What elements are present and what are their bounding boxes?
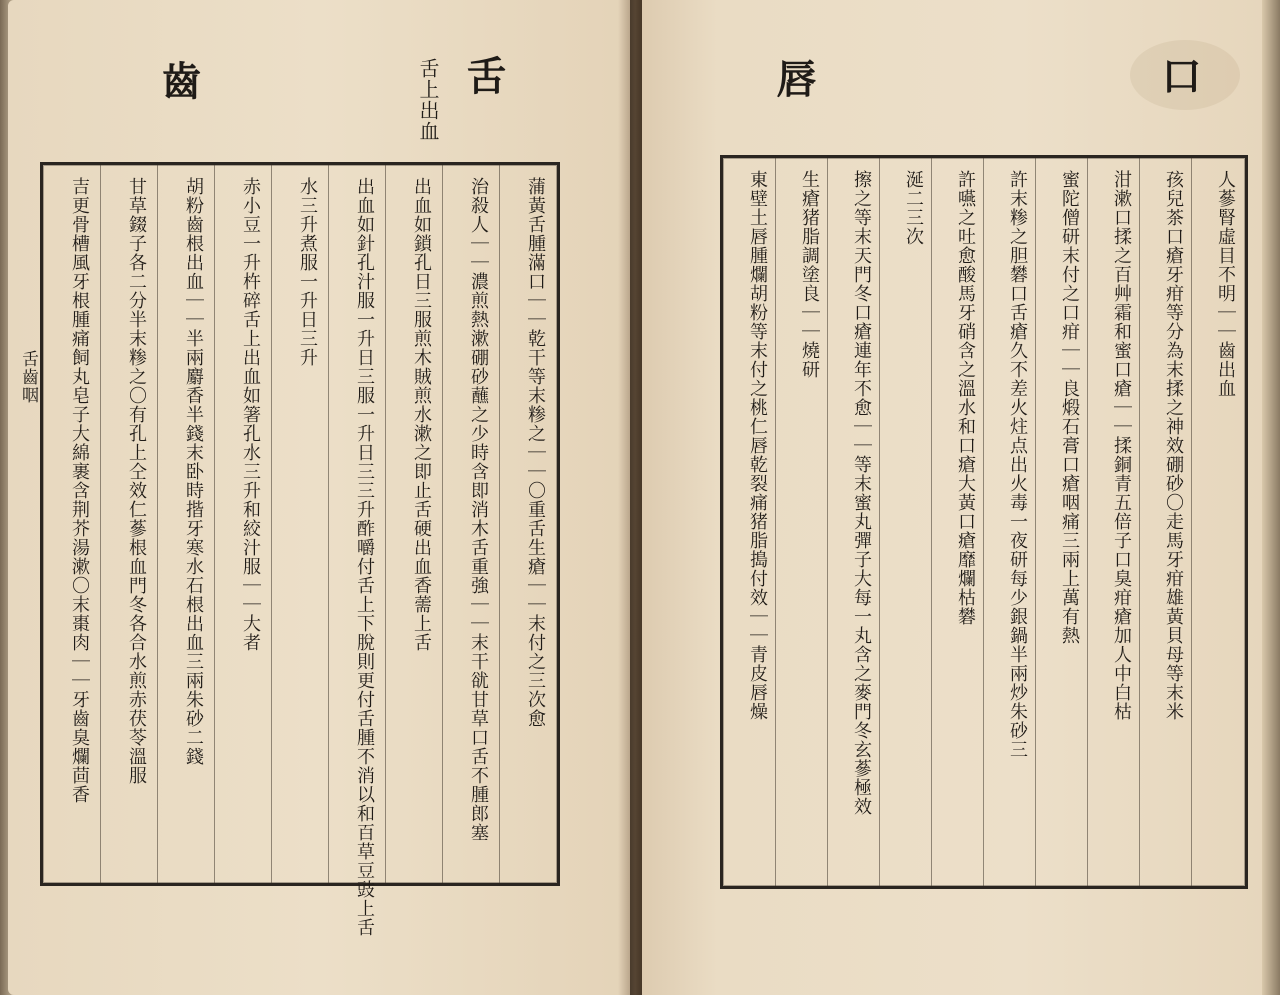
- text-column: 人蔘腎虛目不明｜｜齒出血: [1215, 170, 1236, 398]
- heading-teeth: 齒: [155, 60, 202, 101]
- text-column: 許末糁之胆礬口舌瘡久不差火炷点出火毒一夜研每少銀鍋半兩炒朱砂三: [1007, 170, 1028, 759]
- column-rule: [328, 165, 329, 883]
- text-column: 涎二三次: [903, 170, 924, 246]
- heading-tongue: 舌: [460, 55, 507, 96]
- column-rule: [442, 165, 443, 883]
- text-column: 胡粉齒根出血｜｜半兩麝香半錢末卧時揩牙寒水石根出血三兩朱砂二錢: [183, 177, 204, 766]
- book-edge-right: [1262, 0, 1280, 995]
- text-column: 治殺人｜｜濃煎熱漱硼砂蘸之少時含即消木舌重強｜｜末干㞃甘草口舌不腫郎塞: [468, 177, 489, 842]
- text-column: 出血如針孔汁服一升日三服一升日三三升酢嚼付舌上下脫則更付舌腫不消以和百草豆豉上舌: [354, 177, 375, 937]
- heading-mouth: 口: [1155, 55, 1202, 96]
- column-rule: [931, 158, 932, 886]
- text-column: 泔漱口揉之百艸霜和蜜口瘡｜｜揉銅青五倍子口臭疳瘡加人中白枯: [1111, 170, 1132, 721]
- column-rule: [827, 158, 828, 886]
- text-column: 吉更骨槽風牙根腫痛飼丸皂子大綿裹含荆芥湯漱〇末棗肉｜｜牙齒臭爛茴香: [69, 177, 90, 804]
- column-rule: [775, 158, 776, 886]
- column-rule: [100, 165, 101, 883]
- column-rule: [1087, 158, 1088, 886]
- column-rule: [385, 165, 386, 883]
- column-rule: [879, 158, 880, 886]
- text-column: 許嚥之吐愈酸馬牙硝含之溫水和口瘡大黃口瘡靡爛枯礬: [955, 170, 976, 626]
- text-column: 孩兒茶口瘡牙疳等分為末揉之神效硼砂〇走馬牙疳雄黃貝母等末米: [1163, 170, 1184, 721]
- column-rule: [157, 165, 158, 883]
- heading-lips: 唇: [770, 58, 817, 99]
- text-column: 赤小豆一升杵碎舌上出血如箸孔水三升和絞汁服｜｜大者: [240, 177, 261, 652]
- text-column: 擦之等末天門冬口瘡連年不愈｜｜等末蜜丸彈子大每一丸含之麥門冬玄蔘極效: [851, 170, 872, 816]
- right-text-frame: [720, 155, 1248, 889]
- column-rule: [983, 158, 984, 886]
- column-rule: [1035, 158, 1036, 886]
- column-rule: [1139, 158, 1140, 886]
- text-column: 東壁土唇腫爛胡粉等末付之桃仁唇乾裂痛猪脂搗付效｜｜青皮唇燥: [747, 170, 768, 721]
- text-column: 水三升煮服一升日三升: [297, 177, 318, 367]
- text-column: 蜜陀僧研末付之口疳｜｜良煅石膏口瘡咽痛三兩上萬有熱: [1059, 170, 1080, 645]
- tongue-subtitle: 舌上出血: [416, 58, 440, 142]
- text-column: 出血如鎖孔日三服煎木賊煎水漱之即止舌硬出血香薷上舌: [411, 177, 432, 652]
- text-column: 生瘡猪脂調塗良｜｜燒研: [799, 170, 820, 379]
- text-column: 甘草錣子各二分半末糁之〇有孔上仝效仁蔘根血門冬各合水煎赤茯苓溫服: [126, 177, 147, 785]
- column-rule: [214, 165, 215, 883]
- margin-label: 舌齒咽: [18, 350, 38, 404]
- column-rule: [271, 165, 272, 883]
- column-rule: [1191, 158, 1192, 886]
- left-text-frame: [40, 162, 560, 937]
- text-column: 蒲黃舌腫滿口｜｜乾干等末糁之｜｜〇重舌生瘡｜｜末付之三次愈: [525, 177, 546, 728]
- column-rule: [499, 165, 500, 883]
